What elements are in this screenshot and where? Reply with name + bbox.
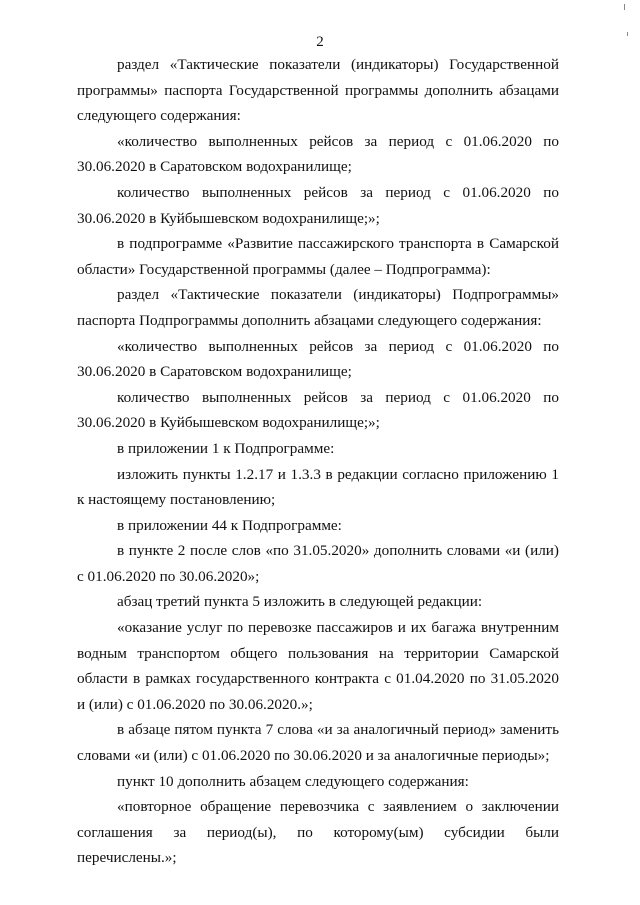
paragraph-13: «оказание услуг по перевозке пассажиров и их багажа внутренним водным транспортом общего пользования на территории Самарской области в рамках государственного контракта с 01.04.2020 по 31.05.2020 и (или) с 01.06.2020 по 30.06.2020.»; <box>77 619 559 713</box>
paragraph-6: «количество выполненных рейсов за период с 01.06.2020 по 30.06.2020 в Саратовском водохранилище; <box>77 337 559 381</box>
paragraph-15: пункт 10 дополнить абзацем следующего содержания: <box>117 772 469 790</box>
paragraph-3: количество выполненных рейсов за период с 01.06.2020 по 30.06.2020 в Куйбышевском водохранилище;»; <box>77 183 559 227</box>
paragraph-9: изложить пункты 1.2.17 и 1.3.3 в редакции согласно приложению 1 к настоящему постановлению; <box>77 465 559 509</box>
paragraph-5: раздел «Тактические показатели (индикаторы) Подпрограммы» паспорта Подпрограммы дополнить абзацами следующего содержания: <box>77 286 559 329</box>
paragraph-4: в подпрограмме «Развитие пассажирского транспорта в Самарской области» Государственной программы (далее – Подпрограмма): <box>77 235 559 278</box>
paragraph-11: в пункте 2 после слов «по 31.05.2020» дополнить словами «и (или) с 01.06.2020 по 30.06.2020»; <box>77 542 559 585</box>
paragraph-14: в абзаце пятом пункта 7 слова «и за аналогичный период» заменить словами «и (или) с 01.06.2020 по 30.06.2020 и за аналогичные периоды»; <box>77 721 559 765</box>
paragraph-1: раздел «Тактические показатели (индикаторы) Государственной программы» паспорта Государственной программы дополнить абзацами следующего содержания: <box>77 56 559 125</box>
page-number: 2 <box>316 34 324 50</box>
paragraph-8: в приложении 1 к Подпрограмме: <box>117 439 335 457</box>
scan-speck <box>624 4 625 10</box>
paragraph-2: «количество выполненных рейсов за период с 01.06.2020 по 30.06.2020 в Саратовском водохранилище; <box>77 132 559 176</box>
scan-speck <box>627 32 628 36</box>
paragraph-10: в приложении 44 к Подпрограмме: <box>117 516 342 534</box>
document-body <box>77 52 559 871</box>
paragraph-12: абзац третий пункта 5 изложить в следующей редакции: <box>117 593 483 611</box>
paragraph-16: «повторное обращение перевозчика с заявлением о заключении соглашения за период(ы), по которому(ым) субсидии были перечислены.»; <box>77 798 559 867</box>
paragraph-7: количество выполненных рейсов за период с 01.06.2020 по 30.06.2020 в Куйбышевском водохранилище;»; <box>77 388 559 432</box>
